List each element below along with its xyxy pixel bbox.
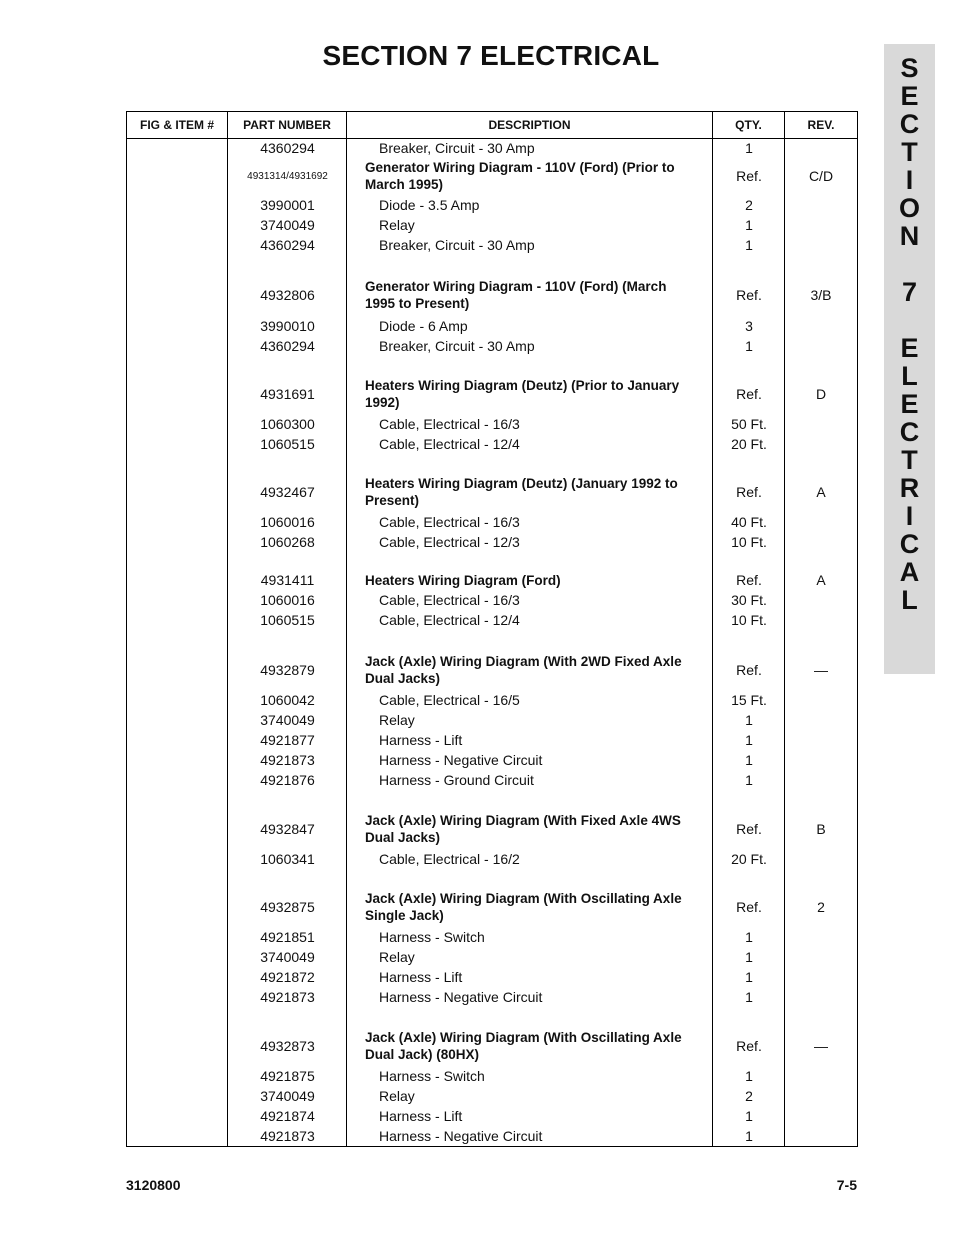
rev-cell bbox=[785, 590, 857, 610]
description-cell: Cable, Electrical - 16/3 bbox=[379, 592, 520, 608]
rev-cell bbox=[785, 512, 857, 532]
qty-cell: 2 bbox=[745, 197, 753, 213]
side-tab-letter: L bbox=[901, 361, 918, 391]
qty-cell: Ref. bbox=[736, 168, 762, 184]
description-cell: Cable, Electrical - 12/3 bbox=[379, 534, 520, 550]
table-row bbox=[127, 849, 857, 869]
description-cell: Relay bbox=[379, 949, 415, 965]
table-row bbox=[127, 887, 857, 927]
table-row bbox=[127, 987, 857, 1007]
part-number-cell: 3740049 bbox=[260, 712, 315, 728]
rev-cell bbox=[785, 195, 857, 215]
rev-cell bbox=[785, 434, 857, 454]
rev-cell: B bbox=[816, 820, 826, 837]
qty-cell: 1 bbox=[745, 969, 753, 985]
qty-cell: 10 Ft. bbox=[731, 534, 767, 550]
table-row bbox=[127, 336, 857, 356]
part-number-cell: 3740049 bbox=[260, 217, 315, 233]
part-number-cell: 4932467 bbox=[260, 483, 315, 500]
rev-cell: 3/B bbox=[810, 287, 832, 303]
rev-cell bbox=[785, 1106, 857, 1126]
part-number-cell: 3990010 bbox=[260, 318, 315, 334]
table-row bbox=[127, 434, 857, 454]
table-row bbox=[127, 195, 857, 215]
rev-cell: — bbox=[814, 661, 828, 678]
table-row bbox=[127, 1025, 857, 1066]
qty-cell: Ref. bbox=[736, 820, 762, 837]
qty-cell: 20 Ft. bbox=[731, 851, 767, 867]
qty-cell: Ref. bbox=[736, 899, 762, 915]
page-number: 7-5 bbox=[836, 1177, 857, 1193]
description-cell: Relay bbox=[379, 712, 415, 728]
description-cell: Generator Wiring Diagram - 110V (Ford) (Prior to March 1995) bbox=[365, 160, 675, 192]
description-cell: Jack (Axle) Wiring Diagram (With 2WD Fixed Axle Dual Jacks) bbox=[365, 653, 682, 686]
part-number-cell: 3740049 bbox=[260, 1088, 315, 1104]
side-tab-letter: S bbox=[900, 53, 919, 83]
part-number-cell: 4921873 bbox=[260, 1128, 315, 1144]
table-row bbox=[127, 414, 857, 434]
rev-cell bbox=[785, 1086, 857, 1106]
side-tab-letter: E bbox=[900, 333, 919, 363]
part-number-cell: 4932873 bbox=[260, 1037, 315, 1054]
side-tab-letter: I bbox=[905, 501, 914, 531]
description-cell: Harness - Negative Circuit bbox=[379, 752, 543, 768]
rev-cell bbox=[785, 1066, 857, 1086]
document-number: 3120800 bbox=[126, 1177, 181, 1193]
header-rev: REV. bbox=[807, 118, 835, 132]
rev-cell bbox=[785, 730, 857, 750]
qty-cell: 30 Ft. bbox=[731, 592, 767, 608]
rev-cell bbox=[785, 967, 857, 987]
description-cell: Relay bbox=[379, 1088, 415, 1104]
header-description: DESCRIPTION bbox=[488, 118, 571, 132]
side-tab-letter: O bbox=[898, 193, 920, 223]
qty-cell: 1 bbox=[745, 338, 753, 354]
table-row bbox=[127, 139, 857, 156]
qty-cell: 1 bbox=[745, 732, 753, 748]
qty-cell: 1 bbox=[745, 217, 753, 233]
description-cell: Cable, Electrical - 16/2 bbox=[379, 851, 520, 867]
description-cell: Jack (Axle) Wiring Diagram (With Oscillating Axle Dual Jack) (80HX) bbox=[365, 1029, 682, 1062]
part-number-cell: 1060515 bbox=[260, 612, 315, 628]
page-title: SECTION 7 ELECTRICAL bbox=[322, 40, 660, 71]
qty-cell: Ref. bbox=[736, 572, 762, 588]
qty-cell: Ref. bbox=[736, 483, 762, 500]
qty-cell: 40 Ft. bbox=[731, 514, 767, 530]
table-row bbox=[127, 610, 857, 630]
rev-cell: A bbox=[816, 483, 826, 500]
description-cell: Harness - Lift bbox=[379, 969, 463, 985]
part-number-cell: 3740049 bbox=[260, 949, 315, 965]
rev-cell bbox=[785, 235, 857, 255]
table-row bbox=[127, 215, 857, 235]
rev-cell bbox=[785, 849, 857, 869]
parts-table bbox=[126, 111, 858, 1147]
table-row bbox=[127, 158, 857, 194]
description-cell: Generator Wiring Diagram - 110V (Ford) (March 1995 to Present) bbox=[365, 279, 667, 311]
description-cell: Jack (Axle) Wiring Diagram (With Oscillating Axle Single Jack) bbox=[365, 891, 682, 923]
table-row bbox=[127, 590, 857, 610]
rev-cell bbox=[785, 987, 857, 1007]
side-tab-letter: N bbox=[899, 221, 920, 251]
table-row bbox=[127, 1066, 857, 1086]
side-tab-letter: E bbox=[900, 389, 919, 419]
part-number-cell: 4360294 bbox=[260, 237, 315, 253]
qty-cell: 1 bbox=[745, 949, 753, 965]
qty-cell: 3 bbox=[745, 318, 753, 334]
table-row bbox=[127, 690, 857, 710]
qty-cell: Ref. bbox=[736, 385, 762, 402]
part-number-cell: 1060515 bbox=[260, 436, 315, 452]
qty-cell: 1 bbox=[745, 929, 753, 945]
table-row bbox=[127, 1106, 857, 1126]
qty-cell: 1 bbox=[745, 237, 753, 253]
table-row bbox=[127, 710, 857, 730]
side-tab-letter: C bbox=[899, 417, 920, 447]
table-row bbox=[127, 649, 857, 690]
rev-cell bbox=[785, 414, 857, 434]
table-row bbox=[127, 967, 857, 987]
description-cell: Harness - Switch bbox=[379, 929, 485, 945]
rev-cell bbox=[785, 710, 857, 730]
table-row bbox=[127, 770, 857, 790]
rev-cell bbox=[785, 610, 857, 630]
description-cell: Breaker, Circuit - 30 Amp bbox=[379, 338, 535, 354]
qty-cell: 2 bbox=[745, 1088, 753, 1104]
rev-cell bbox=[785, 927, 857, 947]
table-row bbox=[127, 471, 857, 512]
rev-cell bbox=[785, 532, 857, 552]
qty-cell: 15 Ft. bbox=[731, 692, 767, 708]
rev-cell bbox=[785, 947, 857, 967]
table-row bbox=[127, 235, 857, 255]
table-row bbox=[127, 316, 857, 336]
qty-cell: 1 bbox=[745, 1108, 753, 1124]
table-row bbox=[127, 532, 857, 552]
qty-cell: Ref. bbox=[736, 661, 762, 678]
description-cell: Heaters Wiring Diagram (Deutz) (January 1992 to Present) bbox=[365, 475, 678, 508]
header-part-number: PART NUMBER bbox=[243, 118, 331, 132]
rev-cell bbox=[785, 336, 857, 356]
rev-cell: — bbox=[814, 1037, 828, 1054]
description-cell: Diode - 6 Amp bbox=[379, 318, 468, 334]
rev-cell bbox=[785, 690, 857, 710]
description-cell: Diode - 3.5 Amp bbox=[379, 197, 480, 213]
description-cell: Harness - Lift bbox=[379, 1108, 463, 1124]
qty-cell: 20 Ft. bbox=[731, 436, 767, 452]
part-number-cell: 1060016 bbox=[260, 592, 315, 608]
part-number-cell: 4931411 bbox=[260, 572, 315, 588]
table-row bbox=[127, 750, 857, 770]
part-number-cell: 1060341 bbox=[260, 851, 315, 867]
table-row bbox=[127, 730, 857, 750]
part-number-cell: 1060042 bbox=[260, 692, 315, 708]
description-cell: Breaker, Circuit - 30 Amp bbox=[379, 139, 535, 156]
table-row bbox=[127, 373, 857, 414]
qty-cell: 1 bbox=[745, 139, 753, 156]
description-cell: Harness - Lift bbox=[379, 732, 463, 748]
side-tab-letter: 7 bbox=[901, 277, 918, 307]
table-row bbox=[127, 570, 857, 590]
part-number-cell: 4360294 bbox=[260, 139, 315, 156]
table-row bbox=[127, 947, 857, 967]
part-number-cell: 4921851 bbox=[260, 929, 315, 945]
description-cell: Jack (Axle) Wiring Diagram (With Fixed Axle 4WS Dual Jacks) bbox=[365, 812, 681, 845]
table-row bbox=[127, 927, 857, 947]
table-row bbox=[127, 808, 857, 849]
rev-cell bbox=[785, 770, 857, 790]
qty-cell: 1 bbox=[745, 1068, 753, 1084]
side-tab-letter: T bbox=[901, 445, 918, 475]
part-number-cell: 4921877 bbox=[260, 732, 315, 748]
description-cell: Heaters Wiring Diagram (Ford) bbox=[365, 572, 561, 588]
description-cell: Harness - Ground Circuit bbox=[379, 772, 534, 788]
part-number-cell: 4931691 bbox=[260, 385, 315, 402]
side-tab-letter: L bbox=[901, 585, 918, 615]
part-number-cell: 4921873 bbox=[260, 989, 315, 1005]
qty-cell: 1 bbox=[745, 752, 753, 768]
description-cell: Cable, Electrical - 16/3 bbox=[379, 416, 520, 432]
side-tab-letter: E bbox=[900, 81, 919, 111]
table-row bbox=[127, 275, 857, 315]
part-number-cell: 4932847 bbox=[260, 820, 315, 837]
table-row bbox=[127, 512, 857, 532]
part-number-cell: 1060268 bbox=[260, 534, 315, 550]
qty-cell: 1 bbox=[745, 1128, 753, 1144]
rev-cell bbox=[785, 215, 857, 235]
description-cell: Harness - Negative Circuit bbox=[379, 1128, 543, 1144]
part-number-cell: 4932879 bbox=[260, 661, 315, 678]
side-tab-letter: A bbox=[899, 557, 920, 587]
rev-cell bbox=[785, 316, 857, 336]
part-number-cell: 1060300 bbox=[260, 416, 315, 432]
description-cell: Cable, Electrical - 12/4 bbox=[379, 436, 520, 452]
description-cell: Breaker, Circuit - 30 Amp bbox=[379, 237, 535, 253]
qty-cell: 1 bbox=[745, 712, 753, 728]
qty-cell: 10 Ft. bbox=[731, 612, 767, 628]
qty-cell: Ref. bbox=[736, 287, 762, 303]
part-number-cell: 3990001 bbox=[260, 197, 315, 213]
part-number-cell: 4921873 bbox=[260, 752, 315, 768]
side-tab-letter: C bbox=[899, 529, 920, 559]
section-side-tab bbox=[884, 44, 935, 674]
rev-cell bbox=[785, 139, 857, 156]
description-cell: Cable, Electrical - 16/5 bbox=[379, 692, 520, 708]
side-tab-letter: I bbox=[905, 165, 914, 195]
rev-cell: 2 bbox=[817, 899, 825, 915]
part-number-cell: 4932806 bbox=[260, 287, 315, 303]
part-number-cell: 1060016 bbox=[260, 514, 315, 530]
rev-cell bbox=[785, 750, 857, 770]
rev-cell: C/D bbox=[808, 168, 834, 184]
part-number-cell: 4931314/4931692 bbox=[247, 170, 328, 182]
rev-cell bbox=[785, 1126, 857, 1146]
part-number-cell: 4921872 bbox=[260, 969, 315, 985]
rev-cell: D bbox=[815, 385, 827, 402]
qty-cell: 1 bbox=[745, 989, 753, 1005]
qty-cell: 1 bbox=[745, 772, 753, 788]
qty-cell: 50 Ft. bbox=[731, 416, 767, 432]
side-tab-letter: C bbox=[899, 109, 920, 139]
rev-cell: A bbox=[816, 572, 826, 588]
part-number-cell: 4921874 bbox=[260, 1108, 315, 1124]
table-row bbox=[127, 1086, 857, 1106]
part-number-cell: 4932875 bbox=[260, 899, 315, 915]
part-number-cell: 4921876 bbox=[260, 772, 315, 788]
description-cell: Harness - Negative Circuit bbox=[379, 989, 543, 1005]
side-tab-letter: T bbox=[901, 137, 918, 167]
table-row bbox=[127, 1126, 857, 1146]
description-cell: Cable, Electrical - 16/3 bbox=[379, 514, 520, 530]
description-cell: Cable, Electrical - 12/4 bbox=[379, 612, 520, 628]
part-number-cell: 4921875 bbox=[260, 1068, 315, 1084]
description-cell: Harness - Switch bbox=[379, 1068, 485, 1084]
header-fig-item: FIG & ITEM # bbox=[139, 118, 214, 132]
description-cell: Relay bbox=[379, 217, 415, 233]
side-tab-letter: R bbox=[899, 473, 920, 503]
qty-cell: Ref. bbox=[736, 1037, 762, 1054]
description-cell: Heaters Wiring Diagram (Deutz) (Prior to January 1992) bbox=[365, 377, 680, 410]
header-qty: QTY. bbox=[735, 118, 762, 132]
part-number-cell: 4360294 bbox=[260, 338, 315, 354]
